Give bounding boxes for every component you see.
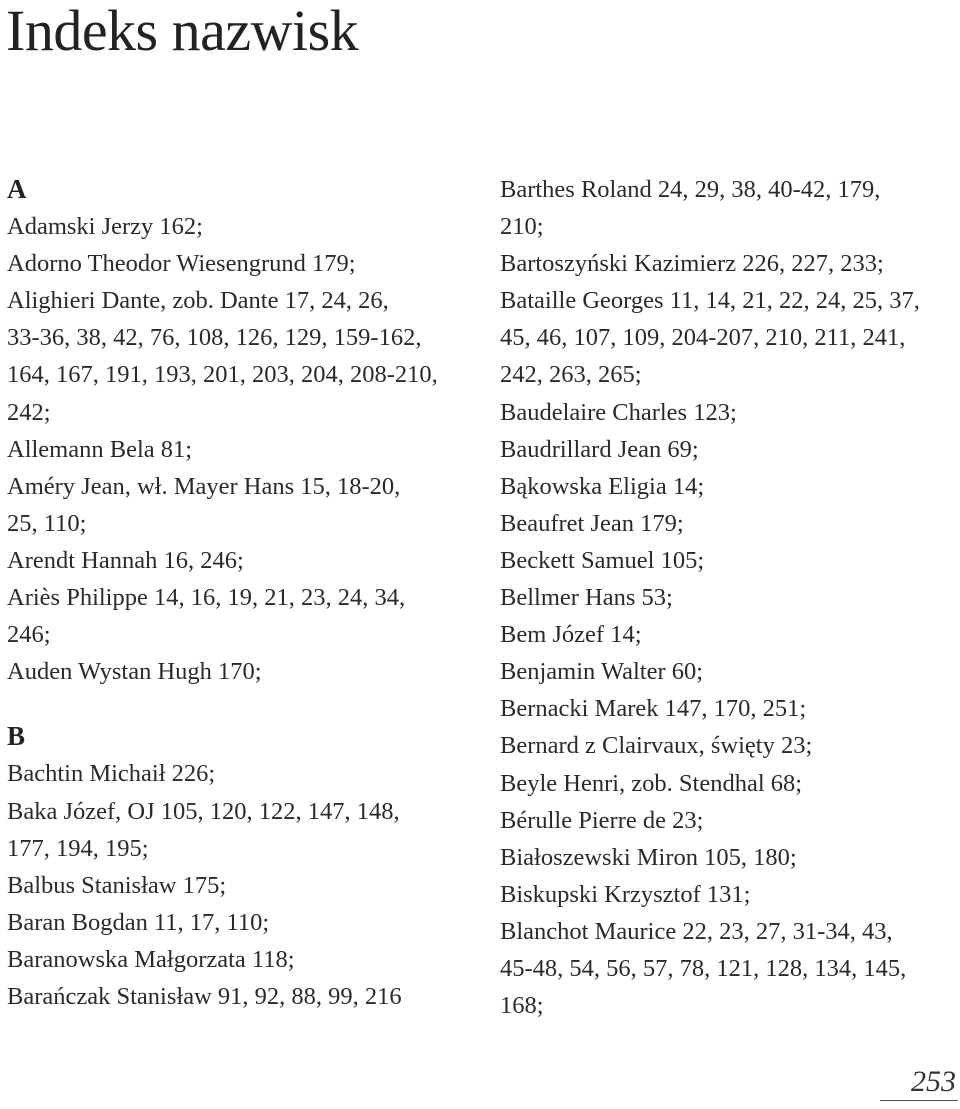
index-entry-continuation: 242, 263, 265; [500, 361, 642, 389]
index-entry: Bataille Georges 11, 14, 21, 22, 24, 25, 37, [500, 287, 920, 315]
index-entry: Baudrillard Jean 69; [500, 435, 699, 463]
index-entry: Bérulle Pierre de 23; [500, 806, 704, 834]
index-entry-continuation: 25, 110; [7, 509, 87, 537]
section-a-entries [7, 208, 477, 690]
index-entry: Baka Józef, OJ 105, 120, 122, 147, 148, [7, 797, 400, 825]
index-entry: Baudelaire Charles 123; [500, 398, 737, 426]
index-entry: Ariès Philippe 14, 16, 19, 21, 23, 24, 34, [7, 584, 406, 612]
index-entry: Beyle Henri, zob. Stendhal 68; [500, 769, 803, 797]
index-entry-continuation: 33-36, 38, 42, 76, 108, 126, 129, 159-162, [7, 324, 422, 352]
index-entry: Adorno Theodor Wiesengrund 179; [7, 250, 356, 278]
section-letter-a: A [7, 174, 27, 204]
index-entry: Barthes Roland 24, 29, 38, 40-42, 179, [500, 176, 881, 203]
index-entry-continuation: 164, 167, 191, 193, 201, 203, 204, 208-210, [7, 361, 438, 389]
index-entry: Barańczak Stanisław 91, 92, 88, 99, 216 [7, 982, 402, 1010]
section-letter-b: B [7, 721, 26, 752]
index-entry: Beaufret Jean 179; [500, 509, 684, 537]
index-entry: Améry Jean, wł. Mayer Hans 15, 18-20, [7, 472, 401, 500]
index-entry: Bąkowska Eligia 14; [500, 472, 705, 500]
index-entry-continuation: 45, 46, 107, 109, 204-207, 210, 211, 241, [500, 324, 906, 352]
index-entry: Balbus Stanisław 175; [7, 871, 227, 899]
index-entry: Benjamin Walter 60; [500, 658, 704, 686]
section-b-entries [7, 755, 477, 1015]
index-entry: Baran Bogdan 11, 17, 110; [7, 908, 270, 936]
index-entry: Beckett Samuel 105; [500, 546, 705, 574]
index-entry-continuation: 210; [500, 213, 544, 241]
index-entry: Auden Wystan Hugh 170; [7, 658, 262, 686]
index-entry: Bachtin Michaił 226; [7, 760, 216, 788]
index-entry: Adamski Jerzy 162; [7, 213, 203, 241]
index-entry: Alighieri Dante, zob. Dante 17, 24, 26, [7, 287, 389, 315]
index-entry: Bem Józef 14; [500, 621, 642, 649]
index-entry: Białoszewski Miron 105, 180; [500, 843, 797, 871]
index-entry: Arendt Hannah 16, 246; [7, 546, 244, 574]
index-entry-continuation: 242; [7, 398, 51, 426]
index-entry-continuation: 246; [7, 621, 51, 649]
index-entry: Baranowska Małgorzata 118; [7, 945, 295, 973]
index-entry-continuation: 168; [500, 992, 544, 1020]
page-title: Indeks nazwisk [6, 0, 359, 63]
index-entry: Bartoszyński Kazimierz 226, 227, 233; [500, 250, 884, 278]
index-entry: Bernacki Marek 147, 170, 251; [500, 695, 807, 723]
index-entry: Allemann Bela 81; [7, 435, 193, 463]
index-entry-continuation: 177, 194, 195; [7, 834, 149, 862]
index-column-right [500, 171, 950, 1024]
index-entry-continuation: 45-48, 54, 56, 57, 78, 121, 128, 134, 145, [500, 954, 907, 982]
index-column-left [7, 171, 477, 1015]
index-entry: Blanchot Maurice 22, 23, 27, 31-34, 43, [500, 917, 893, 945]
page-number: 253 [880, 1064, 958, 1101]
index-entry: Bernard z Clairvaux, święty 23; [500, 732, 813, 760]
index-entry: Biskupski Krzysztof 131; [500, 880, 751, 908]
index-entry: Bellmer Hans 53; [500, 584, 673, 612]
